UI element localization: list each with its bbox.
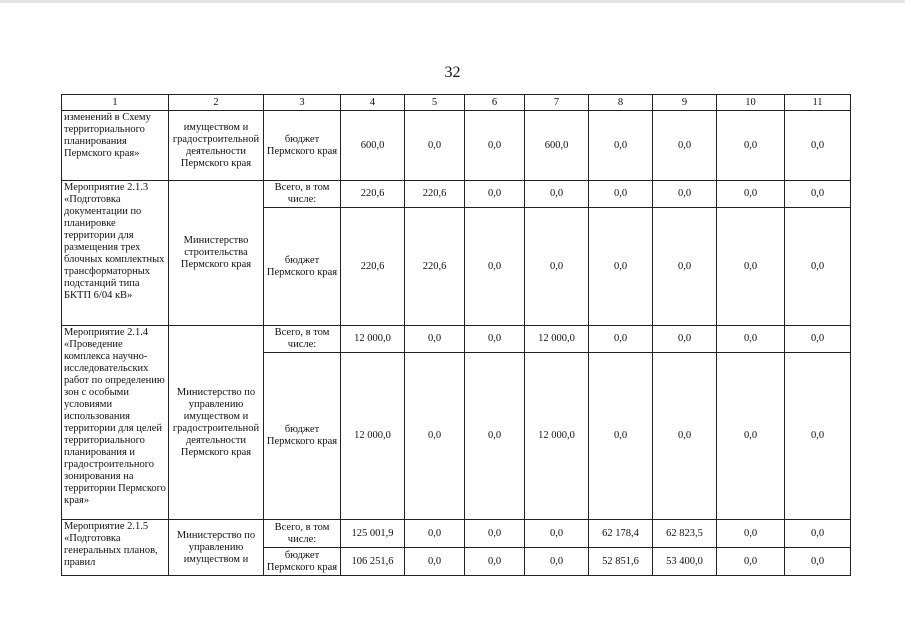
column-header: 2 bbox=[169, 95, 264, 111]
column-header: 11 bbox=[785, 95, 851, 111]
value-cell: 0,0 bbox=[405, 111, 465, 181]
value-cell: 0,0 bbox=[785, 326, 851, 353]
value-cell: 0,0 bbox=[717, 353, 785, 520]
value-cell: 220,6 bbox=[405, 181, 465, 208]
value-cell: 600,0 bbox=[341, 111, 405, 181]
column-header: 3 bbox=[264, 95, 341, 111]
header-row bbox=[62, 95, 851, 111]
value-cell: 0,0 bbox=[465, 520, 525, 548]
value-cell: 62 178,4 bbox=[589, 520, 653, 548]
funding-source-cell: Всего, в том числе: bbox=[264, 520, 341, 548]
column-header: 10 bbox=[717, 95, 785, 111]
value-cell: 52 851,6 bbox=[589, 548, 653, 576]
funding-source-cell: бюджет Пермского края bbox=[264, 353, 341, 520]
value-cell: 220,6 bbox=[341, 181, 405, 208]
value-cell: 0,0 bbox=[405, 353, 465, 520]
funding-source-cell: Всего, в том числе: bbox=[264, 181, 341, 208]
funding-source-cell: бюджет Пермского края bbox=[264, 111, 341, 181]
value-cell: 12 000,0 bbox=[341, 353, 405, 520]
value-cell: 0,0 bbox=[717, 326, 785, 353]
budget-table bbox=[61, 94, 851, 576]
value-cell: 0,0 bbox=[717, 208, 785, 326]
column-header: 7 bbox=[525, 95, 589, 111]
value-cell: 0,0 bbox=[405, 520, 465, 548]
value-cell: 0,0 bbox=[589, 353, 653, 520]
value-cell: 0,0 bbox=[717, 181, 785, 208]
value-cell: 0,0 bbox=[653, 111, 717, 181]
value-cell: 0,0 bbox=[405, 548, 465, 576]
table-row bbox=[62, 326, 851, 353]
value-cell: 0,0 bbox=[785, 520, 851, 548]
value-cell: 12 000,0 bbox=[525, 326, 589, 353]
value-cell: 0,0 bbox=[785, 111, 851, 181]
value-cell: 0,0 bbox=[525, 208, 589, 326]
value-cell: 0,0 bbox=[465, 353, 525, 520]
value-cell: 12 000,0 bbox=[525, 353, 589, 520]
funding-source-cell: Всего, в том числе: bbox=[264, 326, 341, 353]
event-cell: Мероприятие 2.1.4 «Проведение комплекса научно-исследовательских работ по определению зон с особыми условиями использования территории для целей территориального планирования и градостроительного зонирования на территории Пермского края» bbox=[62, 326, 169, 520]
value-cell: 0,0 bbox=[653, 326, 717, 353]
executor-cell: Министерство по управлению имуществом и градостроительной деятельности Пермского края bbox=[169, 326, 264, 520]
column-header: 4 bbox=[341, 95, 405, 111]
value-cell: 0,0 bbox=[465, 326, 525, 353]
value-cell: 0,0 bbox=[785, 181, 851, 208]
value-cell: 0,0 bbox=[525, 181, 589, 208]
value-cell: 12 000,0 bbox=[341, 326, 405, 353]
value-cell: 106 251,6 bbox=[341, 548, 405, 576]
value-cell: 62 823,5 bbox=[653, 520, 717, 548]
value-cell: 0,0 bbox=[785, 353, 851, 520]
table-row bbox=[62, 181, 851, 208]
event-cell: Мероприятие 2.1.3 «Подготовка документации по планировке территории для размещения трех блочных комплектных трансформаторных подстанций типа БКТП 6/04 кВ» bbox=[62, 181, 169, 326]
column-header: 9 bbox=[653, 95, 717, 111]
value-cell: 53 400,0 bbox=[653, 548, 717, 576]
table-row bbox=[62, 520, 851, 548]
value-cell: 0,0 bbox=[589, 181, 653, 208]
value-cell: 0,0 bbox=[589, 208, 653, 326]
value-cell: 0,0 bbox=[525, 520, 589, 548]
executor-cell: имуществом и градостроительной деятельности Пермского края bbox=[169, 111, 264, 181]
value-cell: 0,0 bbox=[785, 548, 851, 576]
top-edge-line bbox=[0, 0, 905, 3]
value-cell: 125 001,9 bbox=[341, 520, 405, 548]
executor-cell: Министерство по управлению имуществом и bbox=[169, 520, 264, 576]
value-cell: 600,0 bbox=[525, 111, 589, 181]
value-cell: 0,0 bbox=[589, 111, 653, 181]
value-cell: 0,0 bbox=[465, 181, 525, 208]
value-cell: 0,0 bbox=[653, 181, 717, 208]
value-cell: 0,0 bbox=[653, 208, 717, 326]
event-cell: Мероприятие 2.1.5 «Подготовка генеральных планов, правил bbox=[62, 520, 169, 576]
funding-source-cell: бюджет Пермского края bbox=[264, 208, 341, 326]
value-cell: 0,0 bbox=[465, 548, 525, 576]
value-cell: 0,0 bbox=[785, 208, 851, 326]
event-cell: изменений в Схему территориального планирования Пермского края» bbox=[62, 111, 169, 181]
value-cell: 0,0 bbox=[653, 353, 717, 520]
value-cell: 0,0 bbox=[717, 520, 785, 548]
value-cell: 0,0 bbox=[405, 326, 465, 353]
column-header: 8 bbox=[589, 95, 653, 111]
column-header: 1 bbox=[62, 95, 169, 111]
value-cell: 0,0 bbox=[525, 548, 589, 576]
value-cell: 0,0 bbox=[717, 548, 785, 576]
value-cell: 220,6 bbox=[405, 208, 465, 326]
value-cell: 0,0 bbox=[465, 208, 525, 326]
column-header: 5 bbox=[405, 95, 465, 111]
value-cell: 0,0 bbox=[589, 326, 653, 353]
executor-cell: Министерство строительства Пермского края bbox=[169, 181, 264, 326]
column-header: 6 bbox=[465, 95, 525, 111]
table-row bbox=[62, 111, 851, 181]
value-cell: 0,0 bbox=[717, 111, 785, 181]
value-cell: 220,6 bbox=[341, 208, 405, 326]
page-number: 32 bbox=[444, 64, 461, 81]
value-cell: 0,0 bbox=[465, 111, 525, 181]
funding-source-cell: бюджет Пермского края bbox=[264, 548, 341, 576]
table-body bbox=[62, 95, 851, 576]
